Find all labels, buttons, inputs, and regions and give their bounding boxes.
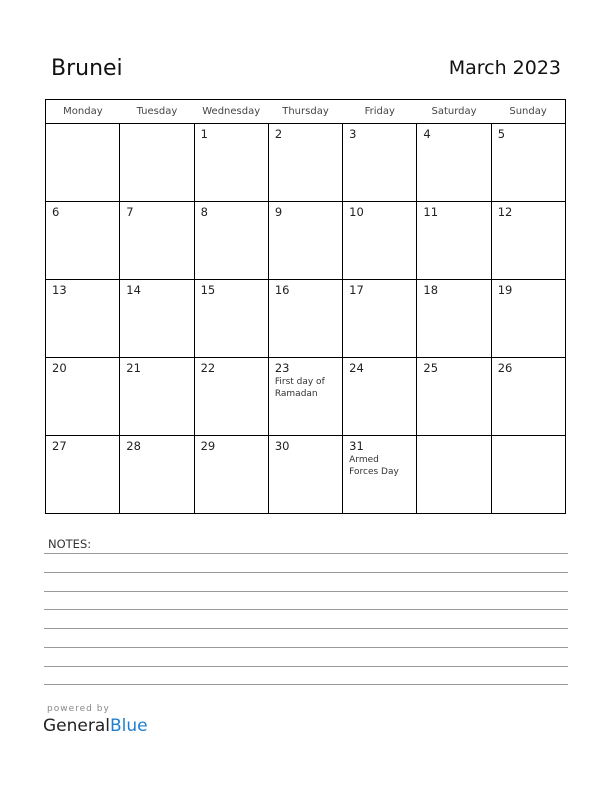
day-number: 26 bbox=[497, 361, 513, 375]
weekday-header: Sunday bbox=[491, 100, 565, 124]
day-number: 31 bbox=[349, 439, 364, 453]
day-number: 3 bbox=[349, 127, 357, 141]
powered-by: powered by bbox=[47, 704, 110, 714]
notes-line bbox=[44, 553, 568, 554]
day-cell bbox=[194, 436, 268, 514]
day-number: 5 bbox=[497, 127, 506, 141]
day-cell bbox=[268, 202, 342, 280]
calendar-grid bbox=[45, 99, 566, 514]
day-cell bbox=[120, 436, 194, 514]
day-number: 6 bbox=[52, 205, 60, 219]
weekday-header: Thursday bbox=[268, 100, 342, 124]
day-cell bbox=[120, 358, 194, 436]
day-cell bbox=[194, 358, 268, 436]
notes-line bbox=[44, 572, 568, 573]
day-number: 30 bbox=[274, 439, 290, 453]
day-number: 29 bbox=[200, 439, 216, 453]
day-number: 25 bbox=[423, 361, 439, 375]
day-cell bbox=[417, 280, 491, 358]
day-number: 28 bbox=[126, 439, 141, 453]
day-number: 24 bbox=[349, 361, 364, 375]
weekday-header: Monday bbox=[46, 100, 120, 124]
day-number: 7 bbox=[126, 205, 134, 219]
day-cell bbox=[120, 202, 194, 280]
day-cell bbox=[194, 202, 268, 280]
day-number: 2 bbox=[274, 127, 283, 141]
day-cell bbox=[120, 280, 194, 358]
day-cell bbox=[343, 280, 417, 358]
logo-general: General bbox=[43, 716, 110, 736]
day-cell bbox=[46, 280, 120, 358]
notes-line bbox=[44, 628, 568, 629]
weekday-header: Wednesday bbox=[194, 100, 268, 124]
day-cell bbox=[46, 358, 120, 436]
day-cell bbox=[491, 202, 565, 280]
day-number: 12 bbox=[497, 205, 513, 219]
day-cell bbox=[343, 124, 417, 202]
weekday-header: Tuesday bbox=[120, 100, 194, 124]
day-number: 17 bbox=[349, 283, 364, 297]
day-cell bbox=[343, 202, 417, 280]
day-number: 9 bbox=[274, 205, 283, 219]
notes-line bbox=[44, 684, 568, 685]
day-number: 21 bbox=[126, 361, 141, 375]
day-cell bbox=[194, 280, 268, 358]
day-cell bbox=[120, 124, 194, 202]
week-row bbox=[46, 436, 566, 514]
day-cell bbox=[194, 124, 268, 202]
week-row bbox=[46, 358, 566, 436]
country-title: Brunei bbox=[51, 56, 123, 81]
day-cell bbox=[46, 436, 120, 514]
day-number: 22 bbox=[200, 361, 216, 375]
day-number: 13 bbox=[52, 283, 67, 297]
week-row bbox=[46, 202, 566, 280]
logo-blue: Blue bbox=[110, 716, 148, 736]
holiday-label: First day of Ramadan bbox=[274, 377, 325, 399]
day-number: 15 bbox=[200, 283, 216, 297]
day-cell bbox=[417, 124, 491, 202]
day-number: 10 bbox=[349, 205, 364, 219]
day-cell bbox=[343, 358, 417, 436]
day-cell bbox=[491, 358, 565, 436]
day-cell bbox=[46, 202, 120, 280]
notes-line bbox=[44, 609, 568, 610]
notes-label: NOTES: bbox=[48, 537, 92, 551]
weekday-header: Saturday bbox=[417, 100, 491, 124]
notes-line bbox=[44, 591, 568, 592]
day-number: 11 bbox=[423, 205, 439, 219]
week-row bbox=[46, 280, 566, 358]
day-number: 18 bbox=[423, 283, 439, 297]
day-cell bbox=[491, 280, 565, 358]
day-number: 14 bbox=[126, 283, 141, 297]
day-cell bbox=[268, 124, 342, 202]
week-row bbox=[46, 124, 566, 202]
day-cell bbox=[46, 124, 120, 202]
day-cell bbox=[268, 436, 342, 514]
day-number: 1 bbox=[200, 127, 208, 141]
day-number: 8 bbox=[200, 205, 208, 219]
day-number: 23 bbox=[274, 361, 290, 375]
day-cell bbox=[417, 202, 491, 280]
day-number: 27 bbox=[52, 439, 67, 453]
day-number: 19 bbox=[497, 283, 513, 297]
holiday-label: Armed Forces Day bbox=[349, 455, 399, 477]
day-cell bbox=[417, 436, 491, 514]
notes-line bbox=[44, 666, 568, 667]
month-title: March 2023 bbox=[448, 57, 561, 79]
day-cell bbox=[343, 436, 417, 514]
day-cell bbox=[268, 280, 342, 358]
day-number: 20 bbox=[52, 361, 67, 375]
weekday-header: Friday bbox=[343, 100, 417, 124]
day-cell bbox=[417, 358, 491, 436]
day-cell bbox=[491, 124, 565, 202]
notes-line bbox=[44, 647, 568, 648]
day-cell bbox=[491, 436, 565, 514]
generalblue-logo bbox=[43, 716, 148, 736]
day-cell bbox=[268, 358, 342, 436]
day-number: 16 bbox=[274, 283, 290, 297]
day-number: 4 bbox=[423, 127, 431, 141]
